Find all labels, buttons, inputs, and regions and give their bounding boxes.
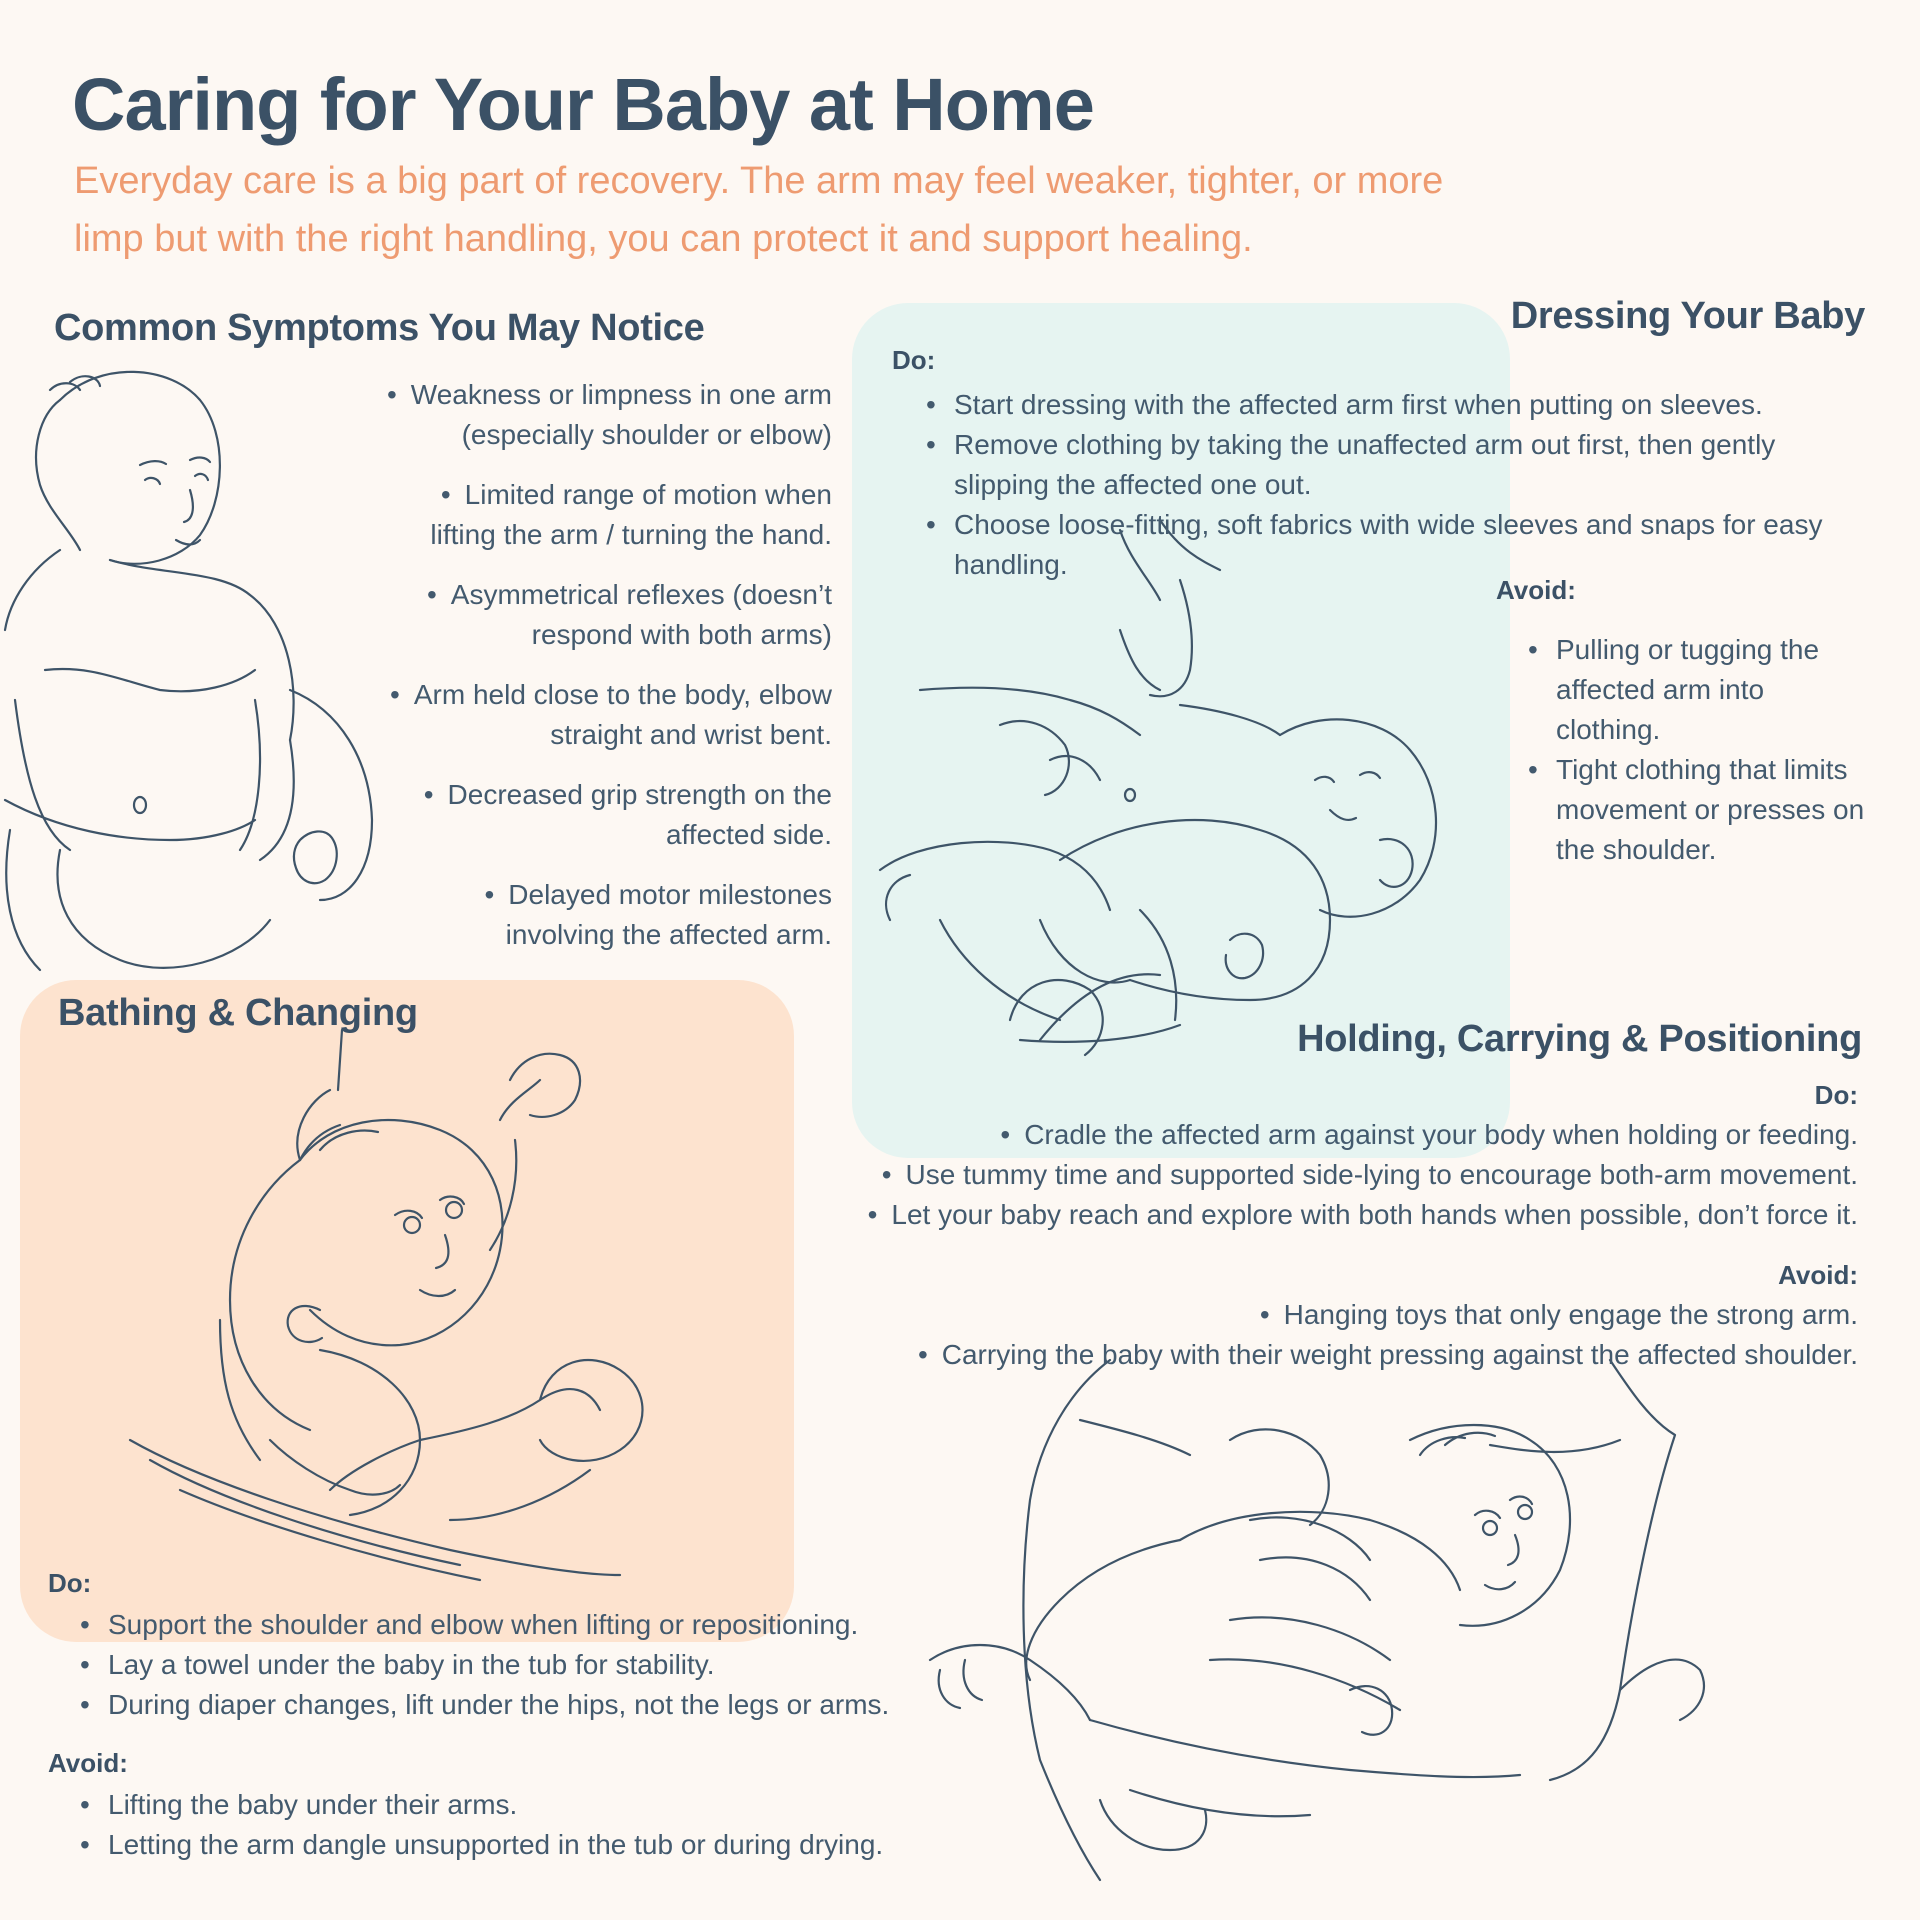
list-item: • Tight clothing that limits movement or presses on the shoulder. [1520, 750, 1900, 870]
dressing-heading: Dressing Your Baby [1510, 295, 1865, 337]
holding-baby-icon [930, 1360, 1830, 1880]
bathing-do-list [72, 1605, 952, 1725]
list-item: • Start dressing with the affected arm first when putting on sleeves. [918, 385, 1838, 425]
list-item: • Hanging toys that only engage the strong arm. [798, 1295, 1858, 1335]
holding-avoid-list [798, 1295, 1858, 1375]
holding-do-label: Do: [1814, 1080, 1858, 1110]
symptoms-heading: Common Symptoms You May Notice [54, 307, 705, 349]
dressing-avoid-label: Avoid: [1496, 575, 1576, 605]
holding-heading: Holding, Carrying & Positioning [1297, 1018, 1862, 1060]
list-item: • During diaper changes, lift under the hips, not the legs or arms. [72, 1685, 952, 1725]
list-item: • Support the shoulder and elbow when lifting or repositioning. [72, 1605, 952, 1645]
list-item: • Weakness or limpness in one arm (especially shoulder or elbow) [312, 375, 832, 455]
list-item: • Delayed motor milestones involving the affected arm. [312, 875, 832, 955]
list-item: • Cradle the affected arm against your body when holding or feeding. [798, 1115, 1858, 1155]
list-item: • Let your baby reach and explore with both hands when possible, don’t force it. [798, 1195, 1858, 1235]
list-item: • Pulling or tugging the affected arm into clothing. [1520, 630, 1900, 750]
list-item: • Decreased grip strength on the affected side. [312, 775, 832, 855]
list-item: • Limited range of motion when lifting the arm / turning the hand. [312, 475, 832, 555]
subtitle-line: limp but with the right handling, you can protect it and support healing. [74, 218, 1253, 260]
page-title: Caring for Your Baby at Home [72, 63, 1094, 146]
dressing-baby-icon [860, 520, 1500, 1080]
page-subtitle [74, 152, 1574, 268]
bathing-baby-icon [120, 1020, 720, 1590]
list-item: • Carrying the baby with their weight pressing against the affected shoulder. [798, 1335, 1858, 1375]
dressing-do-label: Do: [892, 345, 936, 375]
bathing-avoid-label: Avoid: [48, 1748, 128, 1778]
list-item: • Use tummy time and supported side-lying to encourage both-arm movement. [798, 1155, 1858, 1195]
holding-avoid-label: Avoid: [1778, 1260, 1858, 1290]
list-item: • Lay a towel under the baby in the tub for stability. [72, 1645, 952, 1685]
holding-do-list [798, 1115, 1858, 1235]
subtitle-line: Everyday care is a big part of recovery. The arm may feel weaker, tighter, or more [74, 160, 1444, 202]
pointer-line [330, 1030, 350, 1110]
bathing-avoid-list [72, 1785, 972, 1865]
list-item: • Remove clothing by taking the unaffected arm out first, then gently slipping the affected one out. [918, 425, 1838, 505]
list-item: • Arm held close to the body, elbow straight and wrist bent. [312, 675, 832, 755]
bathing-heading: Bathing & Changing [58, 992, 418, 1034]
symptoms-list [312, 375, 832, 955]
list-item: • Asymmetrical reflexes (doesn’t respond with both arms) [312, 575, 832, 655]
bathing-do-label: Do: [48, 1568, 92, 1598]
list-item: • Lifting the baby under their arms. [72, 1785, 972, 1825]
dressing-avoid-list [1520, 630, 1900, 870]
dressing-do-list [918, 385, 1838, 585]
list-item: • Choose loose-fitting, soft fabrics with wide sleeves and snaps for easy handling. [918, 505, 1838, 585]
list-item: • Letting the arm dangle unsupported in the tub or during drying. [72, 1825, 972, 1865]
